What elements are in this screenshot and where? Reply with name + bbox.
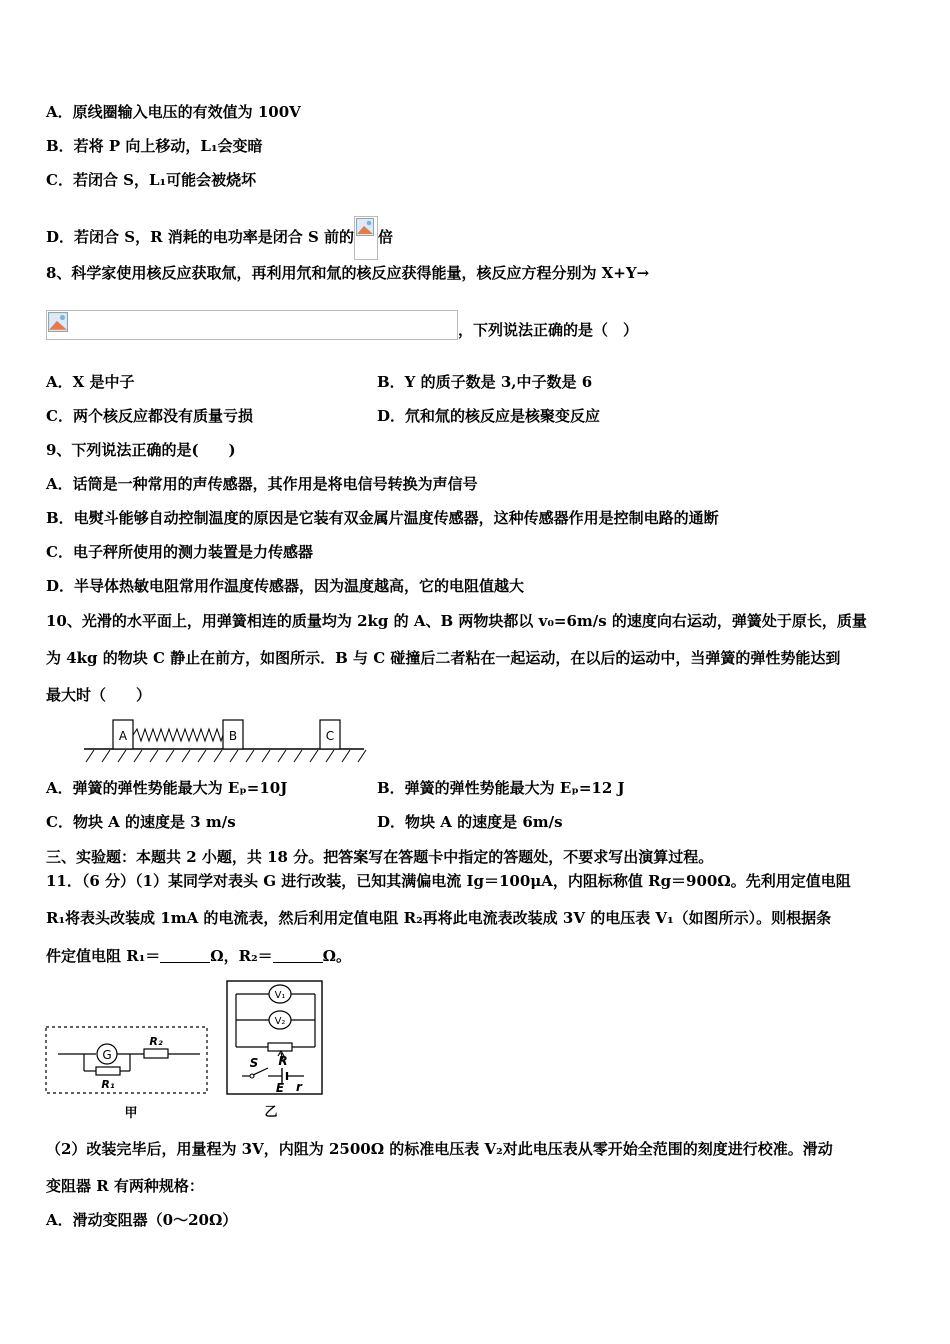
q9-option-b: B．电熨斗能够自动控制温度的原因是它装有双金属片温度传感器，这种传感器作用是控制电路的通断 [46,509,719,527]
equation-image-icon [46,310,458,340]
q11-stem-line1: 11．（6 分）（1）某同学对表头 G 进行改装，已知其满偏电流 Ig＝100μA，内阻标称值 Rg＝900Ω。先利用定值电阻 [46,872,851,890]
q11-part2-line2: 变阻器 R 有两种规格： [46,1177,204,1195]
q10-spring-blocks-figure [80,716,370,768]
q7-option-d-text: D．若闭合 S，R 消耗的电功率是闭合 S 前的 [46,228,355,246]
rheostat-r [268,1043,292,1051]
q7-option-a: A．原线圈输入电压的有效值为 100V [46,103,301,121]
q7-option-c: C．若闭合 S，L₁可能会被烧坏 [46,171,257,189]
q11-part2-option-a: A．滑动变阻器（0～20Ω） [46,1211,238,1229]
block-c-label: C [325,729,335,743]
resistor-r1-label: R₁ [101,1078,115,1091]
q10-option-c: C．物块 A 的速度是 3 m/s [46,813,236,831]
answer-blank-r2[interactable] [273,948,323,963]
voltmeter-v1-label: V₁ [274,990,286,1001]
q8-option-d: D．氘和氚的核反应是核聚变反应 [377,407,601,425]
switch-s-label: S [249,1056,259,1070]
answer-blank-r1[interactable] [160,948,210,963]
q11-stem-line2: R₁将表头改装成 1mA 的电流表，然后利用定值电阻 R₂再将此电流表改装成 3V 的电压表 V₁（如图所示）。则根据条 [46,909,832,927]
q10-stem-line1: 10、光滑的水平面上，用弹簧相连的质量均为 2kg 的 A、B 两物块都以 v₀=6m/s 的速度向右运动，弹簧处于原长，质量 [46,612,867,630]
resistor-r1 [96,1067,120,1075]
broken-image-icon [354,216,378,260]
block-a-label: A [118,729,128,743]
q8-option-b: B．Y 的质子数是 3,中子数是 6 [377,373,593,391]
voltmeter-v2-label: V₂ [274,1016,286,1027]
battery-e-label: E [275,1081,285,1095]
q8-option-c: C．两个核反应都没有质量亏损 [46,407,253,425]
dashed-box [46,1027,207,1093]
q7-option-d-suffix: 倍 [378,228,394,246]
q9-option-c: C．电子秤所使用的测力装置是力传感器 [46,543,313,561]
q10-option-b: B．弹簧的弹性势能最大为 Eₚ=12 J [377,779,625,797]
q10-stem-line3: 最大时（ ） [46,686,152,704]
q9-option-d: D．半导体热敏电阻常用作温度传感器，因为温度越高，它的电阻值越大 [46,577,525,595]
q8-stem-line2 [46,310,638,340]
q7-option-d [46,216,393,260]
galvanometer-label: G [102,1048,112,1062]
q10-option-d: D．物块 A 的速度是 6m/s [377,813,563,831]
q10-stem-line2: 为 4kg 的物块 C 静止在前方，如图所示．B 与 C 碰撞后二者粘在一起运动，在以后的运动中，当弹簧的弹性势能达到 [46,649,841,667]
section3-heading: 三、实验题：本题共 2 小题，共 18 分。把答案写在答题卡中指定的答题处，不要求写出演算过程。 [46,848,714,866]
spring [133,729,223,741]
q10-option-a: A．弹簧的弹性势能最大为 Eₚ=10J [46,779,288,797]
q11-line3-end: Ω。 [322,947,352,965]
resistor-r2-label: R₂ [149,1035,163,1048]
rheostat-r-label: R [278,1054,288,1068]
q8-stem-tail: ，下列说法正确的是（ ） [458,321,639,339]
circuit-yi-figure [224,979,328,1121]
q9-option-a: A．话筒是一种常用的声传感器，其作用是将电信号转换为声信号 [46,475,478,493]
q11-r2-label: Ω，R₂＝ [210,947,273,965]
internal-r-label: r [296,1080,302,1094]
q8-option-a: A．X 是中子 [46,373,135,391]
circuit-jia-figure [44,1024,212,1124]
q8-stem: 8、科学家使用核反应获取氚，再利用氘和氚的核反应获得能量，核反应方程分别为 X+Y→ [46,264,650,282]
q7-option-b: B．若将 P 向上移动，L₁会变暗 [46,137,263,155]
figure-jia-caption: 甲 [124,1106,138,1121]
q11-stem-line3 [46,946,351,966]
q11-r1-label: 件定值电阻 R₁＝ [46,947,161,965]
figure-yi-caption: 乙 [264,1105,278,1120]
block-b-label: B [228,729,238,743]
q11-part2-line1: （2）改装完毕后，用量程为 3V，内阻为 2500Ω 的标准电压表 V₂对此电压表从零开始全范围的刻度进行校准。滑动 [46,1140,833,1158]
q9-stem: 9、下列说法正确的是( ) [46,441,236,459]
resistor-r2 [144,1049,168,1058]
